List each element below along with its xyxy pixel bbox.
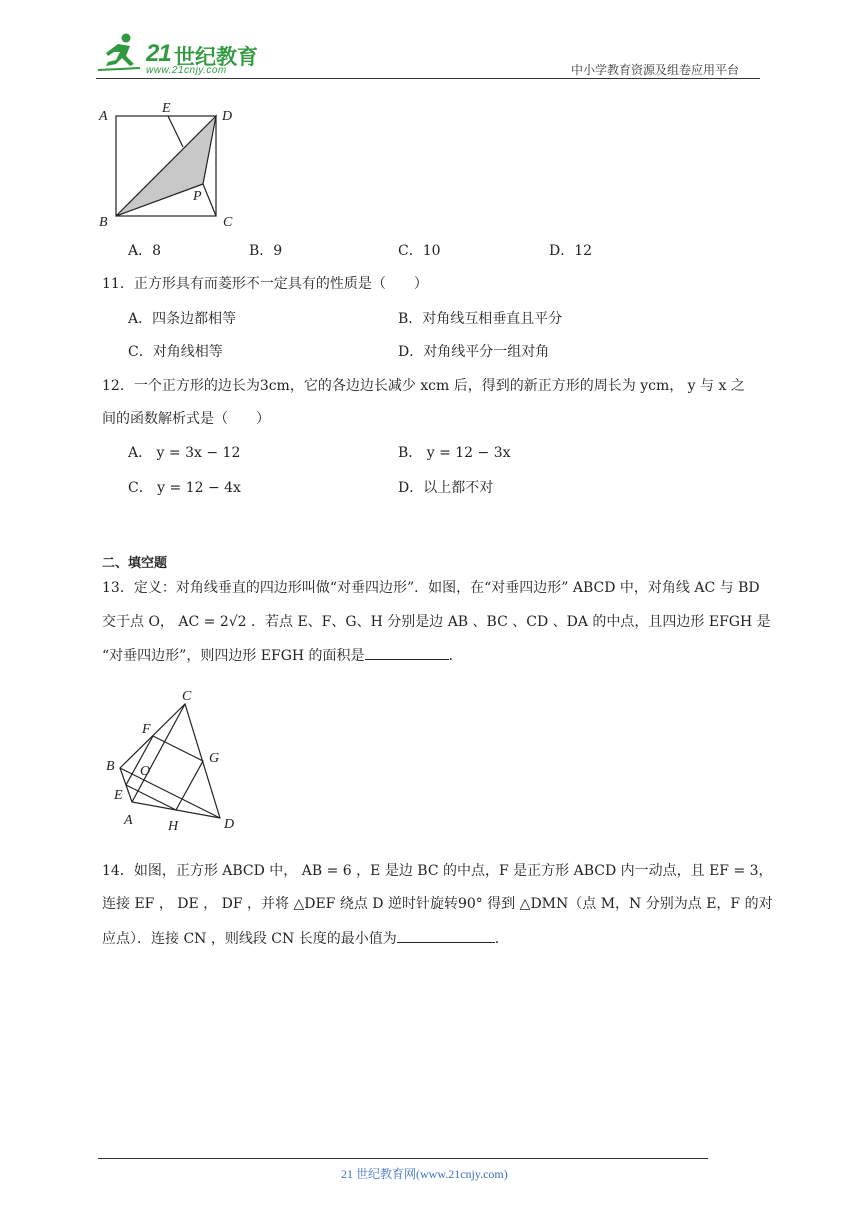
header-platform-text: 中小学教育资源及组卷应用平台 <box>571 63 740 77</box>
label-F: F <box>142 722 151 737</box>
q14-line1: 14．如图，正方形 ABCD 中， AB = 6 ，E 是边 BC 的中点，F 是正方形 ABCD 内一动点，且 EF = 3， <box>102 863 773 879</box>
q12-option-c[interactable]: C． y = 12 − 4x <box>128 480 241 496</box>
footer-divider <box>98 1158 708 1159</box>
q11-option-d[interactable]: D．对角线平分一组对角 <box>398 344 550 360</box>
label-G: G <box>209 751 220 766</box>
q11-option-b[interactable]: B．对角线互相垂直且平分 <box>398 311 563 327</box>
q10-option-a[interactable]: A．8 <box>128 243 162 259</box>
label-B: B <box>99 215 108 230</box>
runner-logo-icon <box>96 32 146 74</box>
label-B2: B <box>106 759 115 774</box>
q13-answer-blank[interactable] <box>365 645 449 660</box>
footer-text[interactable]: 21 世纪教育网(www.21cnjy.com) <box>341 1167 508 1181</box>
q13-line2: 交于点 O， AC = 2√2 ．若点 E、F、G、H 分别是边 AB 、BC 、CD 、DA 的中点，且四边形 EFGH 是 <box>102 614 771 630</box>
label-C2: C <box>182 689 192 704</box>
q12-stem-line2: 间的函数解析式是（ ） <box>102 411 270 427</box>
q14-line3-text: 应点）．连接 CN ，则线段 CN 长度的最小值为 <box>102 931 397 947</box>
figure-square-abcd <box>92 98 252 230</box>
q11-option-a[interactable]: A．四条边都相等 <box>128 311 237 327</box>
q13-line3-text: “对垂四边形”，则四边形 EFGH 的面积是 <box>102 648 365 664</box>
header-divider <box>96 78 760 79</box>
label-A: A <box>99 109 108 124</box>
label-A2: A <box>124 813 133 828</box>
logo-url: www.21cnjy.com <box>146 65 227 76</box>
label-O: O <box>140 764 151 779</box>
q10-option-b[interactable]: B．9 <box>249 243 283 259</box>
label-E2: E <box>114 788 123 803</box>
q14-line2: 连接 EF ， DE ， DF ，并将 △DEF 绕点 D 逆时针旋转90° 得到 △DMN（点 M，N 分别为点 E，F 的对 <box>102 896 773 912</box>
q13-end: . <box>448 648 453 664</box>
q12-option-a[interactable]: A． y = 3x − 12 <box>128 445 241 461</box>
q12-option-b[interactable]: B． y = 12 − 3x <box>398 445 511 461</box>
q14-answer-blank[interactable] <box>397 928 495 943</box>
figure-kite-shapes <box>120 704 220 818</box>
logo-number: 21 <box>146 40 171 67</box>
q14-end: . <box>494 931 500 947</box>
label-P: P <box>193 189 202 204</box>
label-C: C <box>223 215 233 230</box>
q11-option-c[interactable]: C．对角线相等 <box>128 344 223 360</box>
logo-text: 世纪教育 <box>174 45 258 69</box>
figure-kite-abcd <box>100 684 250 836</box>
q13-line1: 13．定义：对角线垂直的四边形叫做“对垂四边形”．如图，在“对垂四边形” ABCD 中，对角线 AC 与 BD <box>102 580 760 596</box>
label-H: H <box>168 819 179 834</box>
label-D: D <box>222 109 233 124</box>
q10-option-c[interactable]: C．10 <box>398 243 441 259</box>
q10-option-d[interactable]: D．12 <box>549 243 593 259</box>
q11-stem: 11．正方形具有而菱形不一定具有的性质是（ ） <box>102 276 428 292</box>
q12-stem-line1: 12．一个正方形的边长为3cm，它的各边边长减少 xcm 后，得到的新正方形的周长为 ycm， y 与 x 之 <box>102 378 745 394</box>
q13-line3 <box>102 645 453 666</box>
label-E: E <box>162 101 171 116</box>
q12-option-d[interactable]: D．以上都不对 <box>398 480 494 496</box>
label-D2: D <box>224 817 235 832</box>
q14-line3 <box>102 928 499 949</box>
section-title-fill-in: 二、填空题 <box>102 556 168 571</box>
